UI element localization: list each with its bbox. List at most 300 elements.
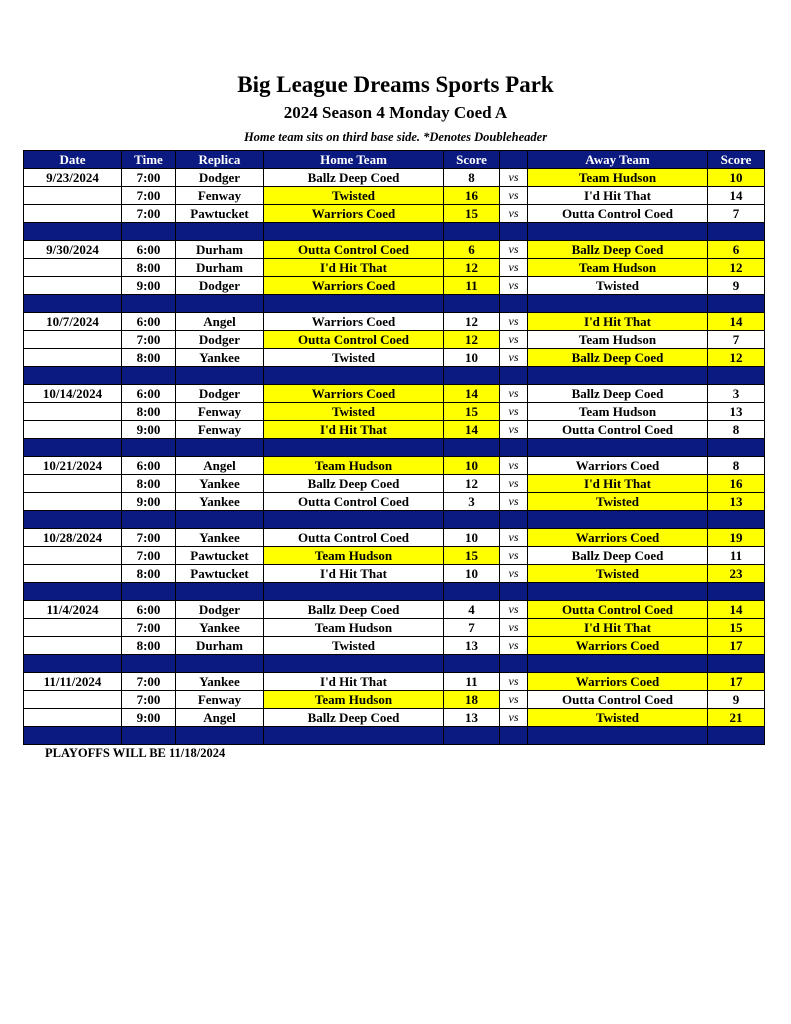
separator-cell bbox=[264, 583, 444, 601]
time-cell: 7:00 bbox=[122, 205, 176, 223]
separator-cell bbox=[264, 511, 444, 529]
vs-cell: vs bbox=[500, 331, 528, 349]
home-score-cell: 6 bbox=[444, 241, 500, 259]
home-team-cell: Ballz Deep Coed bbox=[264, 709, 444, 727]
date-cell bbox=[24, 277, 122, 295]
date-cell bbox=[24, 565, 122, 583]
home-score-cell: 7 bbox=[444, 619, 500, 637]
game-row bbox=[24, 187, 765, 205]
away-score-cell: 19 bbox=[708, 529, 765, 547]
away-team-cell: Ballz Deep Coed bbox=[528, 547, 708, 565]
away-team-cell: Twisted bbox=[528, 565, 708, 583]
separator-cell bbox=[122, 727, 176, 745]
away-score-cell: 10 bbox=[708, 169, 765, 187]
col-home-score: Score bbox=[444, 151, 500, 169]
separator-cell bbox=[708, 655, 765, 673]
week-separator bbox=[24, 223, 765, 241]
home-score-cell: 12 bbox=[444, 475, 500, 493]
vs-cell: vs bbox=[500, 691, 528, 709]
home-team-cell: Twisted bbox=[264, 187, 444, 205]
replica-cell: Dodger bbox=[176, 385, 264, 403]
separator-cell bbox=[176, 511, 264, 529]
home-team-cell: Team Hudson bbox=[264, 619, 444, 637]
home-score-cell: 12 bbox=[444, 259, 500, 277]
col-home-team: Home Team bbox=[264, 151, 444, 169]
game-row bbox=[24, 547, 765, 565]
separator-cell bbox=[122, 223, 176, 241]
away-team-cell: Warriors Coed bbox=[528, 673, 708, 691]
separator-cell bbox=[24, 367, 122, 385]
separator-cell bbox=[176, 295, 264, 313]
replica-cell: Durham bbox=[176, 241, 264, 259]
separator-cell bbox=[500, 367, 528, 385]
away-score-cell: 13 bbox=[708, 493, 765, 511]
separator-cell bbox=[708, 295, 765, 313]
separator-cell bbox=[500, 727, 528, 745]
home-score-cell: 3 bbox=[444, 493, 500, 511]
away-score-cell: 9 bbox=[708, 277, 765, 295]
home-team-cell: I'd Hit That bbox=[264, 673, 444, 691]
game-row bbox=[24, 457, 765, 475]
separator-cell bbox=[176, 223, 264, 241]
replica-cell: Yankee bbox=[176, 619, 264, 637]
away-score-cell: 16 bbox=[708, 475, 765, 493]
vs-cell: vs bbox=[500, 421, 528, 439]
playoffs-note: PLAYOFFS WILL BE 11/18/2024 bbox=[45, 746, 226, 760]
separator-cell bbox=[122, 439, 176, 457]
home-score-cell: 15 bbox=[444, 547, 500, 565]
separator-cell bbox=[122, 295, 176, 313]
game-row bbox=[24, 619, 765, 637]
game-row bbox=[24, 493, 765, 511]
vs-cell: vs bbox=[500, 457, 528, 475]
home-team-cell: Warriors Coed bbox=[264, 277, 444, 295]
separator-cell bbox=[528, 295, 708, 313]
replica-cell: Yankee bbox=[176, 493, 264, 511]
home-team-cell: Team Hudson bbox=[264, 457, 444, 475]
home-score-cell: 13 bbox=[444, 709, 500, 727]
separator-cell bbox=[444, 727, 500, 745]
separator-cell bbox=[708, 223, 765, 241]
away-score-cell: 14 bbox=[708, 187, 765, 205]
date-cell bbox=[24, 187, 122, 205]
separator-cell bbox=[708, 367, 765, 385]
time-cell: 7:00 bbox=[122, 691, 176, 709]
time-cell: 6:00 bbox=[122, 457, 176, 475]
game-row bbox=[24, 637, 765, 655]
game-row bbox=[24, 709, 765, 727]
date-cell bbox=[24, 349, 122, 367]
vs-cell: vs bbox=[500, 493, 528, 511]
home-team-cell: Warriors Coed bbox=[264, 313, 444, 331]
separator-cell bbox=[24, 511, 122, 529]
separator-cell bbox=[264, 295, 444, 313]
home-score-cell: 16 bbox=[444, 187, 500, 205]
home-score-cell: 14 bbox=[444, 385, 500, 403]
away-score-cell: 6 bbox=[708, 241, 765, 259]
home-score-cell: 12 bbox=[444, 313, 500, 331]
separator-cell bbox=[444, 583, 500, 601]
time-cell: 9:00 bbox=[122, 277, 176, 295]
away-team-cell: Twisted bbox=[528, 277, 708, 295]
vs-cell: vs bbox=[500, 673, 528, 691]
time-cell: 7:00 bbox=[122, 331, 176, 349]
vs-cell: vs bbox=[500, 475, 528, 493]
away-team-cell: Ballz Deep Coed bbox=[528, 241, 708, 259]
separator-cell bbox=[24, 223, 122, 241]
away-score-cell: 17 bbox=[708, 673, 765, 691]
home-team-cell: Team Hudson bbox=[264, 547, 444, 565]
replica-cell: Dodger bbox=[176, 331, 264, 349]
time-cell: 9:00 bbox=[122, 709, 176, 727]
separator-cell bbox=[264, 367, 444, 385]
date-cell bbox=[24, 205, 122, 223]
col-away-score: Score bbox=[708, 151, 765, 169]
home-team-cell: I'd Hit That bbox=[264, 421, 444, 439]
vs-cell: vs bbox=[500, 565, 528, 583]
date-cell bbox=[24, 331, 122, 349]
col-date: Date bbox=[24, 151, 122, 169]
week-separator bbox=[24, 655, 765, 673]
time-cell: 7:00 bbox=[122, 547, 176, 565]
home-team-cell: Twisted bbox=[264, 349, 444, 367]
col-vs bbox=[500, 151, 528, 169]
home-team-cell: I'd Hit That bbox=[264, 259, 444, 277]
separator-cell bbox=[264, 655, 444, 673]
separator-cell bbox=[528, 655, 708, 673]
replica-cell: Fenway bbox=[176, 403, 264, 421]
game-row bbox=[24, 313, 765, 331]
home-score-cell: 18 bbox=[444, 691, 500, 709]
replica-cell: Yankee bbox=[176, 673, 264, 691]
separator-cell bbox=[24, 727, 122, 745]
away-team-cell: Outta Control Coed bbox=[528, 691, 708, 709]
separator-cell bbox=[444, 295, 500, 313]
home-team-cell: Outta Control Coed bbox=[264, 493, 444, 511]
schedule-table bbox=[23, 150, 765, 745]
home-score-cell: 8 bbox=[444, 169, 500, 187]
replica-cell: Dodger bbox=[176, 169, 264, 187]
replica-cell: Fenway bbox=[176, 421, 264, 439]
time-cell: 7:00 bbox=[122, 187, 176, 205]
away-score-cell: 14 bbox=[708, 601, 765, 619]
date-cell bbox=[24, 493, 122, 511]
separator-cell bbox=[24, 295, 122, 313]
vs-cell: vs bbox=[500, 241, 528, 259]
date-cell bbox=[24, 475, 122, 493]
week-separator bbox=[24, 439, 765, 457]
game-row bbox=[24, 565, 765, 583]
game-row bbox=[24, 673, 765, 691]
separator-cell bbox=[444, 511, 500, 529]
separator-cell bbox=[24, 583, 122, 601]
away-score-cell: 7 bbox=[708, 331, 765, 349]
time-cell: 8:00 bbox=[122, 349, 176, 367]
col-time: Time bbox=[122, 151, 176, 169]
away-team-cell: Warriors Coed bbox=[528, 637, 708, 655]
page-subtitle: 2024 Season 4 Monday Coed A bbox=[283, 103, 508, 122]
vs-cell: vs bbox=[500, 529, 528, 547]
vs-cell: vs bbox=[500, 547, 528, 565]
time-cell: 6:00 bbox=[122, 385, 176, 403]
away-team-cell: Outta Control Coed bbox=[528, 601, 708, 619]
vs-cell: vs bbox=[500, 601, 528, 619]
separator-cell bbox=[176, 583, 264, 601]
away-team-cell: I'd Hit That bbox=[528, 313, 708, 331]
replica-cell: Angel bbox=[176, 313, 264, 331]
time-cell: 9:00 bbox=[122, 421, 176, 439]
replica-cell: Fenway bbox=[176, 187, 264, 205]
separator-cell bbox=[528, 727, 708, 745]
away-score-cell: 17 bbox=[708, 637, 765, 655]
separator-cell bbox=[528, 367, 708, 385]
time-cell: 6:00 bbox=[122, 601, 176, 619]
replica-cell: Fenway bbox=[176, 691, 264, 709]
replica-cell: Dodger bbox=[176, 601, 264, 619]
replica-cell: Durham bbox=[176, 637, 264, 655]
home-team-cell: I'd Hit That bbox=[264, 565, 444, 583]
time-cell: 8:00 bbox=[122, 637, 176, 655]
separator-cell bbox=[264, 223, 444, 241]
home-score-cell: 15 bbox=[444, 205, 500, 223]
vs-cell: vs bbox=[500, 277, 528, 295]
date-cell bbox=[24, 619, 122, 637]
separator-cell bbox=[444, 439, 500, 457]
schedule-note: Home team sits on third base side. *Denotes Doubleheader bbox=[243, 130, 548, 144]
date-cell: 10/28/2024 bbox=[24, 529, 122, 547]
home-team-cell: Ballz Deep Coed bbox=[264, 475, 444, 493]
separator-cell bbox=[528, 583, 708, 601]
time-cell: 9:00 bbox=[122, 493, 176, 511]
week-separator bbox=[24, 727, 765, 745]
separator-cell bbox=[500, 223, 528, 241]
date-cell bbox=[24, 709, 122, 727]
date-cell bbox=[24, 637, 122, 655]
away-score-cell: 11 bbox=[708, 547, 765, 565]
date-cell: 10/21/2024 bbox=[24, 457, 122, 475]
date-cell: 10/14/2024 bbox=[24, 385, 122, 403]
replica-cell: Dodger bbox=[176, 277, 264, 295]
game-row bbox=[24, 169, 765, 187]
home-team-cell: Twisted bbox=[264, 637, 444, 655]
home-team-cell: Ballz Deep Coed bbox=[264, 169, 444, 187]
page-title: Big League Dreams Sports Park bbox=[237, 72, 554, 97]
game-row bbox=[24, 403, 765, 421]
date-cell bbox=[24, 403, 122, 421]
home-score-cell: 10 bbox=[444, 565, 500, 583]
separator-cell bbox=[500, 511, 528, 529]
time-cell: 8:00 bbox=[122, 259, 176, 277]
game-row bbox=[24, 529, 765, 547]
date-cell bbox=[24, 547, 122, 565]
vs-cell: vs bbox=[500, 709, 528, 727]
away-team-cell: Team Hudson bbox=[528, 403, 708, 421]
separator-cell bbox=[24, 439, 122, 457]
separator-cell bbox=[122, 511, 176, 529]
separator-cell bbox=[176, 655, 264, 673]
game-row bbox=[24, 421, 765, 439]
separator-cell bbox=[528, 223, 708, 241]
date-cell: 9/30/2024 bbox=[24, 241, 122, 259]
game-row bbox=[24, 691, 765, 709]
away-team-cell: Team Hudson bbox=[528, 331, 708, 349]
time-cell: 7:00 bbox=[122, 673, 176, 691]
time-cell: 8:00 bbox=[122, 565, 176, 583]
date-cell: 11/11/2024 bbox=[24, 673, 122, 691]
separator-cell bbox=[264, 727, 444, 745]
week-separator bbox=[24, 367, 765, 385]
separator-cell bbox=[122, 367, 176, 385]
game-row bbox=[24, 259, 765, 277]
away-score-cell: 12 bbox=[708, 259, 765, 277]
time-cell: 7:00 bbox=[122, 619, 176, 637]
separator-cell bbox=[444, 367, 500, 385]
separator-cell bbox=[500, 295, 528, 313]
separator-cell bbox=[500, 655, 528, 673]
home-team-cell: Outta Control Coed bbox=[264, 529, 444, 547]
away-score-cell: 13 bbox=[708, 403, 765, 421]
home-score-cell: 4 bbox=[444, 601, 500, 619]
date-cell bbox=[24, 691, 122, 709]
home-score-cell: 11 bbox=[444, 277, 500, 295]
week-separator bbox=[24, 295, 765, 313]
time-cell: 6:00 bbox=[122, 241, 176, 259]
separator-cell bbox=[708, 727, 765, 745]
separator-cell bbox=[264, 439, 444, 457]
vs-cell: vs bbox=[500, 259, 528, 277]
col-replica: Replica bbox=[176, 151, 264, 169]
separator-cell bbox=[528, 511, 708, 529]
away-team-cell: Ballz Deep Coed bbox=[528, 385, 708, 403]
away-score-cell: 8 bbox=[708, 457, 765, 475]
away-team-cell: Team Hudson bbox=[528, 259, 708, 277]
time-cell: 8:00 bbox=[122, 403, 176, 421]
vs-cell: vs bbox=[500, 637, 528, 655]
replica-cell: Yankee bbox=[176, 475, 264, 493]
away-team-cell: Team Hudson bbox=[528, 169, 708, 187]
away-team-cell: I'd Hit That bbox=[528, 619, 708, 637]
vs-cell: vs bbox=[500, 349, 528, 367]
separator-cell bbox=[500, 583, 528, 601]
game-row bbox=[24, 601, 765, 619]
separator-cell bbox=[24, 655, 122, 673]
time-cell: 6:00 bbox=[122, 313, 176, 331]
away-score-cell: 3 bbox=[708, 385, 765, 403]
date-cell bbox=[24, 259, 122, 277]
game-row bbox=[24, 205, 765, 223]
game-row bbox=[24, 241, 765, 259]
home-team-cell: Warriors Coed bbox=[264, 385, 444, 403]
away-team-cell: Twisted bbox=[528, 709, 708, 727]
away-team-cell: Ballz Deep Coed bbox=[528, 349, 708, 367]
home-team-cell: Twisted bbox=[264, 403, 444, 421]
date-cell bbox=[24, 421, 122, 439]
away-score-cell: 14 bbox=[708, 313, 765, 331]
separator-cell bbox=[444, 223, 500, 241]
away-score-cell: 8 bbox=[708, 421, 765, 439]
home-score-cell: 14 bbox=[444, 421, 500, 439]
date-cell: 11/4/2024 bbox=[24, 601, 122, 619]
separator-cell bbox=[122, 655, 176, 673]
home-score-cell: 13 bbox=[444, 637, 500, 655]
separator-cell bbox=[708, 511, 765, 529]
replica-cell: Angel bbox=[176, 457, 264, 475]
replica-cell: Angel bbox=[176, 709, 264, 727]
separator-cell bbox=[528, 439, 708, 457]
away-team-cell: Twisted bbox=[528, 493, 708, 511]
away-team-cell: I'd Hit That bbox=[528, 187, 708, 205]
separator-cell bbox=[708, 439, 765, 457]
game-row bbox=[24, 331, 765, 349]
vs-cell: vs bbox=[500, 403, 528, 421]
date-cell: 10/7/2024 bbox=[24, 313, 122, 331]
date-cell: 9/23/2024 bbox=[24, 169, 122, 187]
home-team-cell: Warriors Coed bbox=[264, 205, 444, 223]
home-team-cell: Team Hudson bbox=[264, 691, 444, 709]
vs-cell: vs bbox=[500, 205, 528, 223]
home-score-cell: 10 bbox=[444, 349, 500, 367]
replica-cell: Pawtucket bbox=[176, 205, 264, 223]
replica-cell: Pawtucket bbox=[176, 565, 264, 583]
separator-cell bbox=[708, 583, 765, 601]
vs-cell: vs bbox=[500, 385, 528, 403]
away-score-cell: 12 bbox=[708, 349, 765, 367]
separator-cell bbox=[122, 583, 176, 601]
replica-cell: Yankee bbox=[176, 529, 264, 547]
game-row bbox=[24, 349, 765, 367]
col-away-team: Away Team bbox=[528, 151, 708, 169]
week-separator bbox=[24, 583, 765, 601]
home-score-cell: 11 bbox=[444, 673, 500, 691]
separator-cell bbox=[176, 727, 264, 745]
separator-cell bbox=[444, 655, 500, 673]
time-cell: 7:00 bbox=[122, 529, 176, 547]
time-cell: 7:00 bbox=[122, 169, 176, 187]
away-team-cell: Outta Control Coed bbox=[528, 421, 708, 439]
vs-cell: vs bbox=[500, 313, 528, 331]
time-cell: 8:00 bbox=[122, 475, 176, 493]
away-team-cell: Warriors Coed bbox=[528, 529, 708, 547]
game-row bbox=[24, 385, 765, 403]
vs-cell: vs bbox=[500, 169, 528, 187]
away-score-cell: 15 bbox=[708, 619, 765, 637]
game-row bbox=[24, 475, 765, 493]
vs-cell: vs bbox=[500, 187, 528, 205]
away-score-cell: 9 bbox=[708, 691, 765, 709]
away-score-cell: 23 bbox=[708, 565, 765, 583]
replica-cell: Durham bbox=[176, 259, 264, 277]
header-row bbox=[24, 151, 765, 169]
home-score-cell: 10 bbox=[444, 457, 500, 475]
home-team-cell: Ballz Deep Coed bbox=[264, 601, 444, 619]
replica-cell: Pawtucket bbox=[176, 547, 264, 565]
home-score-cell: 12 bbox=[444, 331, 500, 349]
replica-cell: Yankee bbox=[176, 349, 264, 367]
week-separator bbox=[24, 511, 765, 529]
home-team-cell: Outta Control Coed bbox=[264, 241, 444, 259]
home-score-cell: 15 bbox=[444, 403, 500, 421]
separator-cell bbox=[176, 439, 264, 457]
home-team-cell: Outta Control Coed bbox=[264, 331, 444, 349]
away-team-cell: Outta Control Coed bbox=[528, 205, 708, 223]
separator-cell bbox=[176, 367, 264, 385]
away-score-cell: 7 bbox=[708, 205, 765, 223]
separator-cell bbox=[500, 439, 528, 457]
vs-cell: vs bbox=[500, 619, 528, 637]
away-score-cell: 21 bbox=[708, 709, 765, 727]
home-score-cell: 10 bbox=[444, 529, 500, 547]
away-team-cell: Warriors Coed bbox=[528, 457, 708, 475]
